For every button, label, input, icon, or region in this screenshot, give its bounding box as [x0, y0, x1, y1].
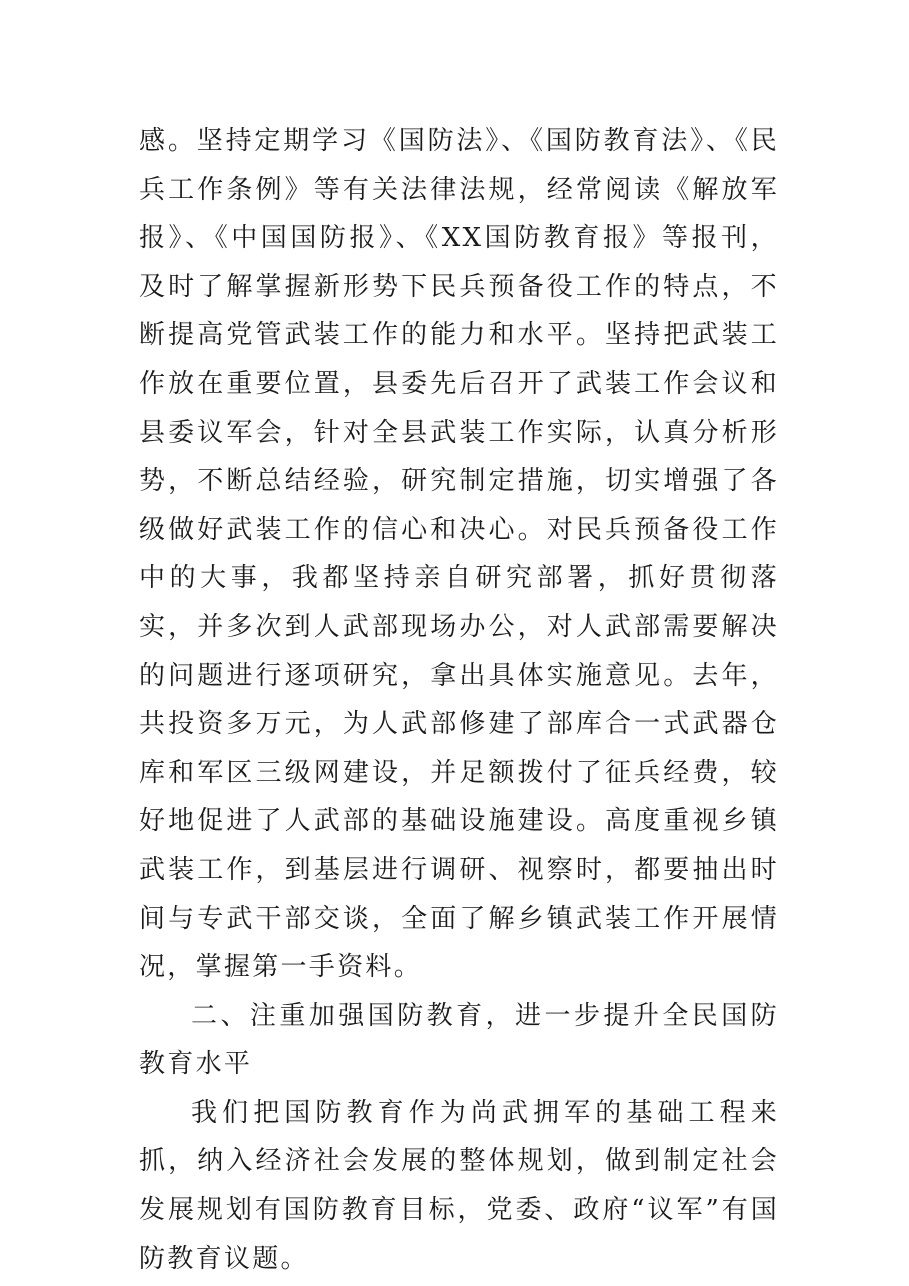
- text-line: 人武部修建了部库合一式武器仓库和军区三级网建设，并: [139, 709, 779, 788]
- section-heading: [139, 992, 779, 1089]
- text-line: 二、注重加强国防教育，进一步提升全民国防教育水: [139, 1000, 779, 1080]
- text-line: 作的能力和水平。坚持把武装工作放在重要位置，县委先: [139, 320, 779, 399]
- paragraph: [139, 1089, 779, 1283]
- text-line: 《中国国防报》、《XX国防教育报》等报刊，及时了解掌: [139, 223, 779, 302]
- text-line: 展情况，掌握第一手资料。: [139, 903, 779, 983]
- text-line: 实增强了各级做好武装工作的信心和决心。对民兵预备役: [139, 466, 779, 545]
- text-line: 足额拨付了征兵经费，较好地促进了人武部的基础设施建: [139, 757, 779, 837]
- text-line: 平: [223, 1049, 253, 1080]
- text-line: 实际，认真分析形势，不断总结经验，研究制定措施，切: [139, 417, 779, 497]
- text-line: 工作条例》等有关法律法规，经常阅读《解放军报》、: [139, 174, 779, 254]
- text-line: 教育目标，党委、政府“议军”有国防教育议题。: [139, 1195, 779, 1274]
- text-line: 经济社会发展的整体规划，做到制定社会发展规划有国防: [139, 1146, 779, 1226]
- text-line: 后召开了武装工作会议和县委议军会，针对全县武装工作: [139, 368, 779, 448]
- text-line: 并多次到人武部现场办公，对人武部需要解决的问题进行: [139, 611, 779, 691]
- text-line: 工作中的大事，我都坚持亲自研究部署，抓好贯彻落实，: [139, 514, 779, 642]
- text-line: 我们把国防教育作为尚武拥军的基础工程来抓，纳入: [139, 1097, 779, 1177]
- text-line: 都要抽出时间与专武干部交谈，全面了解乡镇武装工作开: [139, 854, 779, 934]
- text-line: 握新形势下民兵预备役工作的特点，不断提高党管武装工: [139, 271, 779, 351]
- text-line: 设。高度重视乡镇武装工作，到基层进行调研、视察时，: [139, 806, 779, 885]
- text-line: 逐项研究，拿出具体实施意见。去年，共投资多万元，为: [139, 660, 779, 740]
- text-line: 感。坚持定期学习《国防法》、《国防教育法》、《民兵: [139, 126, 779, 205]
- paragraph-continuation: [139, 117, 779, 992]
- document-body: [139, 117, 779, 1283]
